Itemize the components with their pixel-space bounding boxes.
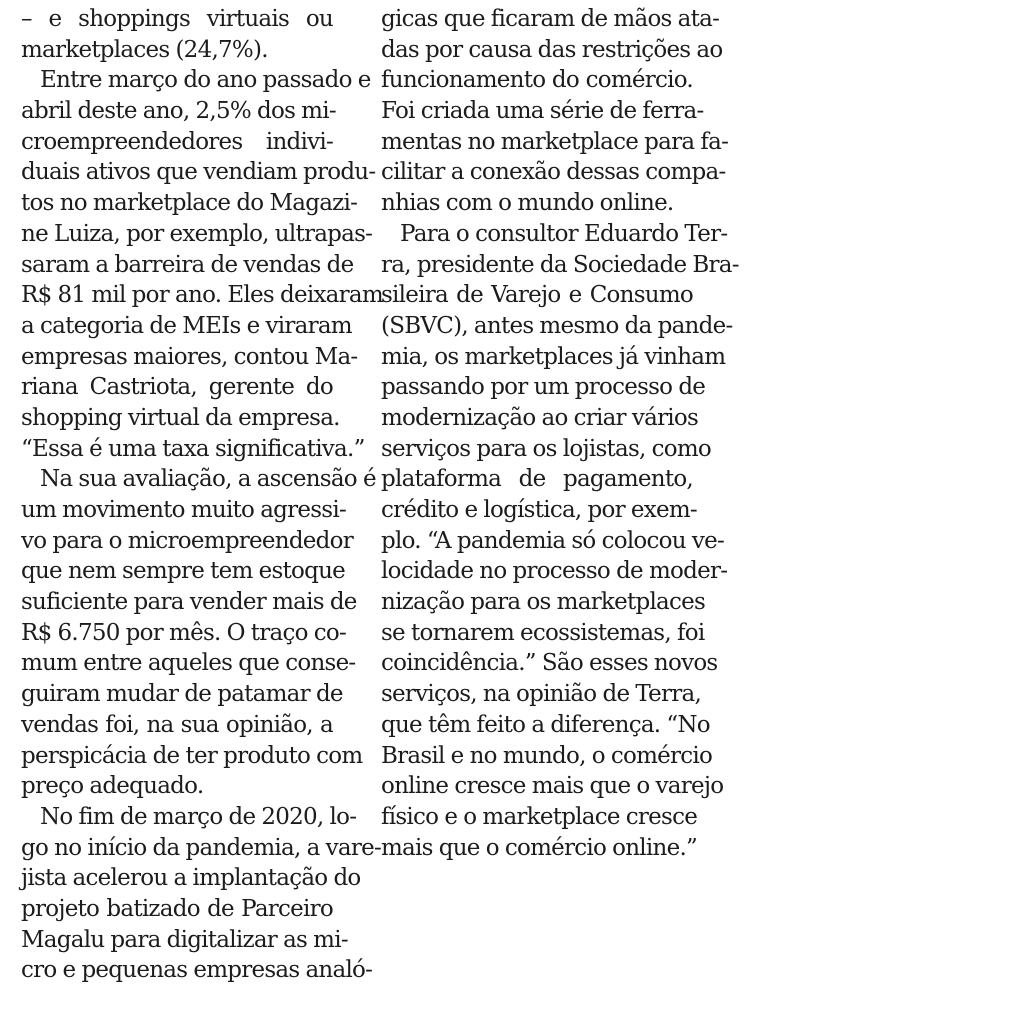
text-line: mentas no marketplace para fa- (381, 128, 729, 155)
text-line: ra, presidente da Sociedade Bra- (381, 251, 739, 278)
article-column-right (381, 4, 739, 863)
text-line: perspicácia de ter produto com (21, 742, 363, 769)
text-line: preço adequado. (21, 773, 204, 800)
text-line: serviços, na opinião de Terra, (381, 681, 702, 708)
text-line: modernização ao criar vários (381, 404, 699, 431)
text-line: R$ 6.750 por mês. O traço co- (21, 619, 347, 646)
text-line: crédito e logística, por exem- (381, 497, 697, 523)
paragraph-first-line: Na sua avaliação, a ascensão é (40, 466, 376, 493)
text-line: suficiente para vender mais de (21, 589, 357, 616)
text-line: nização para os marketplaces (381, 589, 706, 616)
text-line: shopping virtual da empresa. (21, 404, 340, 431)
text-line: Brasil e no mundo, o comércio (381, 742, 713, 769)
text-line: guiram mudar de patamar de (21, 681, 343, 708)
text-line: se tornarem ecossistemas, foi (381, 619, 705, 646)
text-line: duais ativos que vendiam produ- (21, 159, 376, 186)
text-line: passando por um processo de (381, 374, 706, 401)
text-line: projeto batizado de Parceiro (21, 895, 333, 922)
text-line: cro e pequenas empresas analó- (21, 957, 373, 984)
text-line: funcionamento do comércio. (381, 67, 693, 94)
text-line: marketplaces (24,7%). (21, 36, 268, 63)
text-line: Foi criada uma série de ferra- (381, 98, 704, 125)
text-line: um movimento muito agressi- (21, 497, 346, 523)
text-line: das por causa das restrições ao (381, 36, 723, 63)
text-line: que nem sempre tem estoque (21, 558, 345, 585)
text-line: plataforma de pagamento, (381, 466, 693, 493)
paragraph-first-line: Para o consultor Eduardo Ter- (400, 220, 728, 247)
text-line: vo para o microempreendedor (21, 527, 353, 554)
text-line: saram a barreira de vendas de (21, 251, 354, 278)
text-line: gicas que ficaram de mãos ata- (381, 6, 720, 32)
text-line: abril deste ano, 2,5% dos mi- (21, 98, 336, 125)
text-line: serviços para os lojistas, como (381, 435, 712, 462)
text-line: coincidência.” São esses novos (381, 650, 718, 677)
text-line: mia, os marketplaces já vinham (381, 343, 726, 370)
article-column-left (21, 4, 383, 986)
text-line: físico e o marketplace cresce (381, 803, 698, 830)
text-line: croempreendedores indivi- (21, 128, 333, 155)
paragraph-first-line: Entre março do ano passado e (40, 67, 371, 94)
text-line: – e shoppings virtuais ou (21, 6, 333, 32)
text-line: ne Luiza, por exemplo, ultrapas- (21, 220, 373, 247)
text-line: (SBVC), antes mesmo da pande- (381, 312, 733, 339)
text-line: locidade no processo de moder- (381, 558, 728, 585)
text-line: sileira de Varejo e Consumo (381, 282, 693, 309)
text-line: tos no marketplace do Magazi- (21, 190, 358, 217)
text-line: empresas maiores, contou Ma- (21, 343, 358, 370)
text-line: “Essa é uma taxa significativa.” (21, 435, 365, 462)
text-line: vendas foi, na sua opinião, a (21, 711, 333, 738)
text-line: riana Castriota, gerente do (21, 374, 333, 401)
paragraph-first-line: No fim de março de 2020, lo- (40, 803, 357, 830)
text-line: mais que o comércio online.” (381, 834, 698, 861)
text-line: R$ 81 mil por ano. Eles deixaram (21, 282, 383, 309)
text-line: Magalu para digitalizar as mi- (21, 926, 348, 953)
text-line: mum entre aqueles que conse- (21, 650, 356, 677)
text-line: go no início da pandemia, a vare- (21, 834, 381, 861)
text-line: a categoria de MEIs e viraram (21, 312, 352, 339)
text-line: online cresce mais que o varejo (381, 773, 724, 800)
text-line: nhias com o mundo online. (381, 190, 674, 217)
text-line: cilitar a conexão dessas compa- (381, 159, 726, 186)
text-line: que têm feito a diferença. “No (381, 711, 710, 738)
text-line: jista acelerou a implantação do (21, 865, 361, 892)
text-line: plo. “A pandemia só colocou ve- (381, 527, 725, 554)
